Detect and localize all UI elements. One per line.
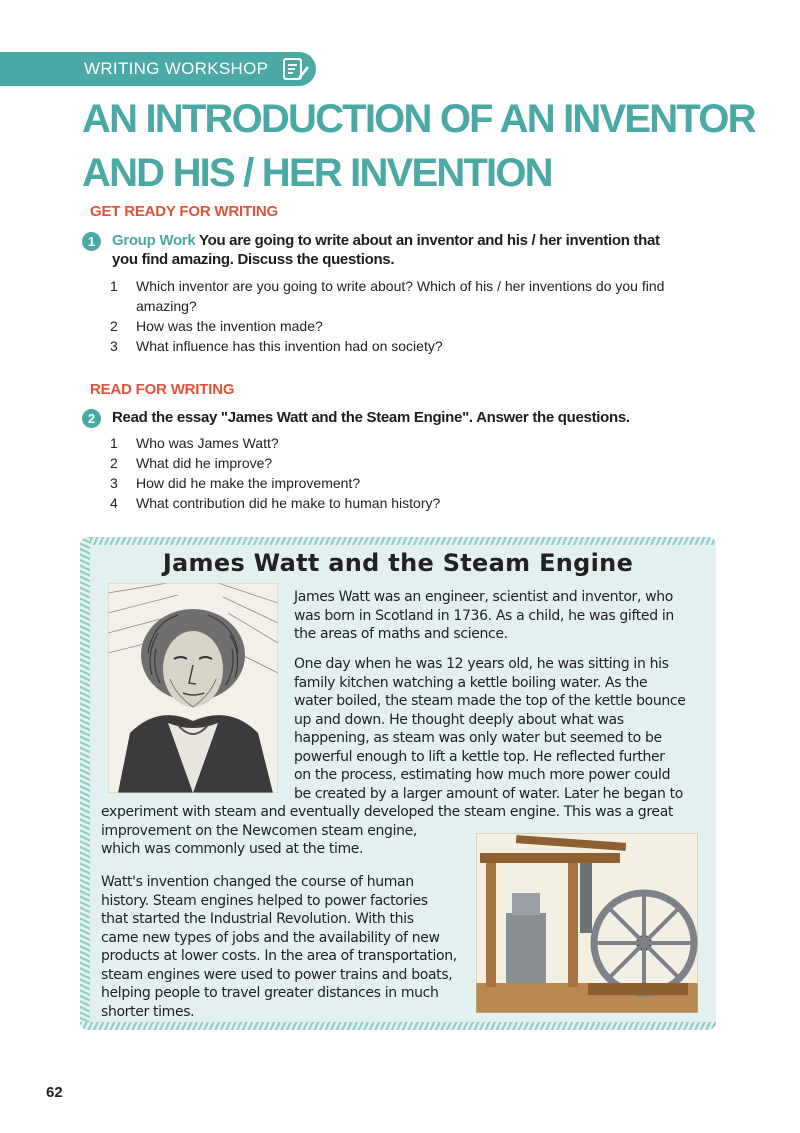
essay-box-border <box>80 537 90 1030</box>
writing-pad-icon <box>282 57 310 81</box>
question-list-1 <box>110 276 730 356</box>
task-text-line1: You are going to write about an inventor and his / her invention that <box>199 232 660 249</box>
essay-line: history. Steam engines helped to power factories <box>101 892 428 909</box>
essay-line: was born in Scotland in 1736. As a child, he was gifted in <box>294 607 674 624</box>
question-number: 2 <box>110 455 118 471</box>
essay-line: which was commonly used at the time. <box>101 841 364 857</box>
question-text: What influence has this invention had on society? <box>136 338 443 354</box>
page-title-line1: AN INTRODUCTION OF AN INVENTOR <box>82 97 755 141</box>
essay-line: shorter times. <box>101 1003 195 1020</box>
essay-line: experiment with steam and eventually developed the steam engine. This was a great <box>101 804 674 820</box>
task-instruction <box>112 231 722 269</box>
task-label: Group Work <box>112 232 196 249</box>
essay-line: Watt's invention changed the course of human <box>101 874 414 890</box>
essay-line: came new types of jobs and the availability of new <box>101 929 440 946</box>
task-number-badge: 2 <box>82 409 101 428</box>
essay-line: improvement on the Newcomen steam engine, <box>101 822 417 839</box>
list-item <box>110 336 730 356</box>
steam-engine-illustration <box>476 833 698 1013</box>
section-heading-read-for-writing: READ FOR WRITING <box>90 381 235 398</box>
essay-line: on the process, estimating how much more power could <box>294 767 671 783</box>
question-number: 3 <box>110 475 118 491</box>
essay-paragraph-2 <box>294 655 686 803</box>
list-item <box>110 316 730 336</box>
essay-line: helping people to travel greater distances in much <box>101 985 439 1001</box>
question-text: How did he make the improvement? <box>136 475 361 491</box>
task-text-line2: you find amazing. Discuss the questions. <box>112 251 395 268</box>
question-number: 1 <box>110 435 118 451</box>
essay-line: powerful enough to lift a kettle top. He reflected further <box>294 748 665 765</box>
question-text <box>136 276 664 316</box>
question-number: 4 <box>110 495 118 511</box>
list-item <box>110 433 730 453</box>
essay-line: products at lower costs. In the area of transportation, <box>101 948 457 964</box>
section-tab-label: WRITING WORKSHOP <box>84 59 269 78</box>
essay-line: be created by a larger amount of water. Later he began to <box>294 785 683 802</box>
question-number: 1 <box>110 278 118 294</box>
essay-paragraph-2-continued <box>101 803 673 859</box>
essay-line: happening, as steam was only water but seemed to be <box>294 730 662 746</box>
essay-line: steam engines were used to power trains and boats, <box>101 966 453 983</box>
essay-box <box>80 537 716 1030</box>
page-number: 62 <box>46 1084 63 1101</box>
question-text-line1: Which inventor are you going to write about? Which of his / her inventions do you find <box>136 278 665 294</box>
page-title-line2: AND HIS / HER INVENTION <box>82 151 552 195</box>
james-watt-portrait <box>108 583 278 793</box>
essay-paragraph-3 <box>101 873 457 1021</box>
page-title <box>82 92 755 200</box>
question-text: What contribution did he make to human history? <box>136 495 441 511</box>
list-item <box>110 473 730 493</box>
section-tab <box>0 52 316 86</box>
question-text: How was the invention made? <box>136 318 323 334</box>
question-text-line2: amazing? <box>136 298 197 314</box>
essay-line: James Watt was an engineer, scientist and inventor, who <box>294 589 674 605</box>
essay-title: James Watt and the Steam Engine <box>162 549 634 577</box>
question-list-2 <box>110 433 730 513</box>
essay-paragraph-1 <box>294 588 674 644</box>
essay-line: family kitchen watching a kettle boiling water. As the <box>294 674 648 691</box>
essay-line: water boiled, the steam made the top of the kettle bounce <box>294 693 686 709</box>
essay-line: up and down. He thought deeply about what was <box>294 711 624 728</box>
task-number-badge: 1 <box>82 232 101 251</box>
section-heading-get-ready: GET READY FOR WRITING <box>90 203 279 220</box>
question-text: Who was James Watt? <box>136 435 279 451</box>
question-text: What did he improve? <box>136 455 273 471</box>
essay-line: that started the Industrial Revolution. With this <box>101 911 414 927</box>
question-number: 2 <box>110 318 118 334</box>
essay-line: One day when he was 12 years old, he was sitting in his <box>294 656 669 672</box>
list-item <box>110 493 730 513</box>
question-number: 3 <box>110 338 118 354</box>
list-item <box>110 453 730 473</box>
list-item <box>110 276 730 316</box>
task-instruction: Read the essay "James Watt and the Steam Engine". Answer the questions. <box>112 409 630 426</box>
essay-line: the areas of maths and science. <box>294 626 508 642</box>
